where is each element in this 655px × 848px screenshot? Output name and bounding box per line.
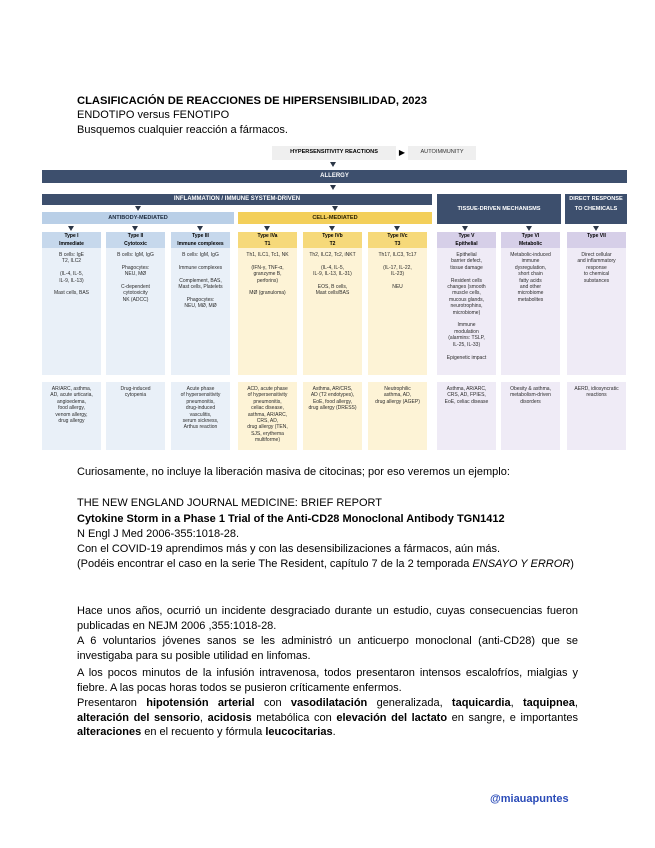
triangle-right-icon: ▶ [398, 148, 406, 157]
column-type: Type III [192, 233, 209, 239]
column-examples: Drug-induced cytopenia [106, 382, 165, 450]
column-type: Type I [64, 233, 79, 239]
column-head [171, 232, 230, 248]
column-head [42, 232, 101, 248]
column-mechanisms: B cells: IgE T2, ILC2 (IL-4, IL-5, IL-9, IL-13) Mast cells, BAS [42, 248, 101, 375]
type-ii-column [106, 232, 165, 450]
arrow-down-icon [197, 226, 203, 231]
emphasis-term: alteraciones [77, 726, 142, 738]
arrow-down-icon [593, 226, 599, 231]
paragraph-text: , [510, 697, 523, 709]
tissue-driven-bar: TISSUE-DRIVEN MECHANISMS [437, 194, 561, 224]
paragraph-text: , [199, 711, 208, 724]
arrow-down-icon [68, 226, 74, 231]
column-examples: Obesity & asthma, metabolism-driven disorders [501, 382, 560, 450]
column-type: Type VII [587, 233, 606, 239]
column-mechanisms: Epithelial barrier defect, tissue damage Resident cells changes (smooth muscle cells, mucous glands, neurotrophins, microbiome) Immune modulation (alarmins: TSLP, IL-25, IL-33) Epigenetic impact [437, 248, 496, 375]
antibody-mediated-bar: ANTIBODY-MEDIATED [42, 212, 234, 224]
type-iva-column [238, 232, 297, 450]
covid-note: Con el COVID-19 aprendimos más y con las desensibilizaciones a fármacos, aún más. [77, 543, 501, 555]
column-mechanisms: Th2, ILC2, Tc2, iNKT (IL-4, IL-5, IL-9, IL-13, IL-31) EOS, B cells, Mast cells/BAS [303, 248, 362, 375]
arrow-down-icon [462, 226, 468, 231]
direct-response-bar: DIRECT RESPONSE TO CHEMICALS [565, 194, 627, 224]
paragraph-symptoms: A los pocos minutos de la infusión intravenosa, todos presentaron intensos escalofríos, mialgias y fiebre. A las pocas horas todos se pusieron críticamente enfermos. [77, 667, 578, 694]
column-head [567, 232, 626, 248]
article-citation: N Engl J Med 2006-355:1018-28. [77, 528, 240, 540]
type-v-column [437, 232, 496, 450]
column-mechanisms: B cells: IgM, IgG Immune complexes Complement, BAS, Mast cells, Platelets Phagocytes: NEU, MØ, MØ [171, 248, 230, 375]
paragraph-text: Presentaron [77, 697, 147, 709]
paragraph-text: en el recuento y fórmula [141, 726, 266, 738]
column-mechanisms: Th1, ILC1, Tc1, NK (IFN-γ, TNF-α, granzyme B, perforins) MØ (granuloma) [238, 248, 297, 375]
article-title: Cytokine Storm in a Phase 1 Trial of the Anti-CD28 Monoclonal Antibody TGN1412 [77, 513, 505, 525]
allergy-bar: ALLERGY [42, 170, 627, 183]
emphasis-term: acidosis [207, 711, 252, 724]
emphasis-term: taquicardia [451, 697, 511, 709]
column-subtype: T2 [329, 241, 336, 247]
paragraph-incident: Hace unos años, ocurrió un incidente desgraciado durante un estudio, cuyas consecuencias fueron publicadas en NEJM 2006 ,355:1018-28. [77, 605, 578, 632]
paragraph-text: en sangre, e importantes [447, 711, 578, 724]
series-note-text: (Podéis encontrar el caso en la serie The Resident, capítulo 7 de la 2 temporada [77, 558, 473, 570]
cytokine-note: Curiosamente, no incluye la liberación masiva de citocinas; por eso veremos un ejemplo: [77, 466, 510, 478]
type-iii-column [171, 232, 230, 450]
column-head [238, 232, 297, 248]
column-head [106, 232, 165, 248]
column-subtype: Metabolic [518, 241, 543, 247]
column-examples: ACD, acute phase of hypersensitivity pneumonitis, celiac disease, asthma, AR/ARC, CRS, AD, drug allergy (TEN, SJS, erythema multiforme) [238, 382, 297, 450]
emphasis-term: elevación del lactato [336, 711, 448, 724]
column-head [437, 232, 496, 248]
arrow-down-icon [135, 206, 141, 211]
type-ivb-column [303, 232, 362, 450]
column-type: Type IVb [322, 233, 343, 239]
column-examples: Neutrophilic asthma, AD, drug allergy (AGEP) [368, 382, 427, 450]
series-note-close: ) [570, 558, 574, 570]
paragraph-volunteers: A 6 voluntarios jóvenes sanos se les administró un anticuerpo monoclonal (anti-CD28) que se investigaba para su posible utilidad en linfomas. [77, 635, 578, 662]
column-subtype: Epithelial [455, 241, 478, 247]
arrow-down-icon [329, 226, 335, 231]
inflammation-bar: INFLAMMATION / IMMUNE SYSTEM-DRIVEN [42, 194, 432, 205]
column-type: Type IVc [387, 233, 408, 239]
paragraph-findings [77, 696, 578, 740]
paragraph-text: metabólica con [251, 711, 337, 724]
column-head [303, 232, 362, 248]
column-head [368, 232, 427, 248]
paragraph-text: con [254, 697, 291, 709]
type-vii-column [567, 232, 626, 450]
emphasis-term: alteración del sensorio [77, 711, 200, 724]
column-mechanisms: Metabolic-induced immune dysregulation, short chain fatty acids and other microbiome metabolites [501, 248, 560, 375]
column-mechanisms: Direct cellular and inflammatory response to chemical substances [567, 248, 626, 375]
column-examples: AR/ARC, asthma, AD, acute urticaria, angioedema, food allergy, venom allergy, drug allergy [42, 382, 101, 450]
arrow-down-icon [264, 226, 270, 231]
arrow-down-icon [332, 206, 338, 211]
hypersensitivity-reactions-tag: HYPERSENSITIVITY REACTIONS [272, 146, 396, 160]
column-type: Type IVa [257, 233, 278, 239]
column-subtype: T3 [394, 241, 401, 247]
paragraph-text: . [332, 726, 336, 738]
journal-source: THE NEW ENGLAND JOURNAL MEDICINE: BRIEF REPORT [77, 497, 382, 509]
type-ivc-column [368, 232, 427, 450]
author-handle: @miauapuntes [490, 793, 569, 805]
column-subtype: Cytotoxic [124, 241, 147, 247]
emphasis-term: leucocitarias [265, 726, 333, 738]
arrow-down-icon [526, 226, 532, 231]
arrow-down-icon [330, 185, 336, 190]
type-i-column [42, 232, 101, 450]
emphasis-term: taquipnea [522, 697, 575, 709]
column-examples: Acute phase of hypersensitivity pneumonitis, drug-induced vasculitis, serum sickness, Arthus reaction [171, 382, 230, 450]
hypersensitivity-classification-figure [42, 144, 627, 454]
column-subtype: Immune complexes [177, 241, 224, 247]
arrow-down-icon [394, 226, 400, 231]
column-examples: Asthma, AR/CRS, AD (T2 endotypes), EoE, food allergy, drug allergy (DRESS) [303, 382, 362, 450]
column-type: Type V [458, 233, 475, 239]
column-type: Type VI [521, 233, 540, 239]
subtitle-line: ENDOTIPO versus FENOTIPO [77, 109, 230, 121]
column-mechanisms: B cells: IgM, IgG Phagocytes: NEU, MØ C-dependent cytotoxicity NK (ADCC) [106, 248, 165, 375]
emphasis-term: vasodilatación [290, 697, 368, 709]
paragraph-text: , [574, 697, 578, 709]
column-subtype: T1 [264, 241, 271, 247]
episode-title: ENSAYO Y ERROR [472, 558, 571, 570]
type-vi-column [501, 232, 560, 450]
arrow-down-icon [132, 226, 138, 231]
column-mechanisms: Th17, ILC3, Tc17 (IL-17, IL-22, IL-23) NEU [368, 248, 427, 375]
column-type: Type II [127, 233, 144, 239]
arrow-down-icon [330, 162, 336, 167]
series-note [77, 557, 578, 572]
paragraph-text: generalizada, [367, 697, 452, 709]
document-title: CLASIFICACIÓN DE REACCIONES DE HIPERSENSIBILIDAD, 2023 [77, 95, 427, 107]
column-examples: AERD, idiosyncratic reactions [567, 382, 626, 450]
column-head [501, 232, 560, 248]
column-examples: Asthma, AR/ARC, CRS, AD, FPIES, EoE, celiac disease [437, 382, 496, 450]
emphasis-term: hipotensión arterial [146, 697, 255, 709]
cell-mediated-bar: CELL-MEDIATED [238, 212, 432, 224]
column-subtype: Immediate [59, 241, 84, 247]
autoimmunity-tag: AUTOIMMUNITY [408, 146, 476, 160]
intro-line: Busquemos cualquier reacción a fármacos. [77, 124, 288, 136]
